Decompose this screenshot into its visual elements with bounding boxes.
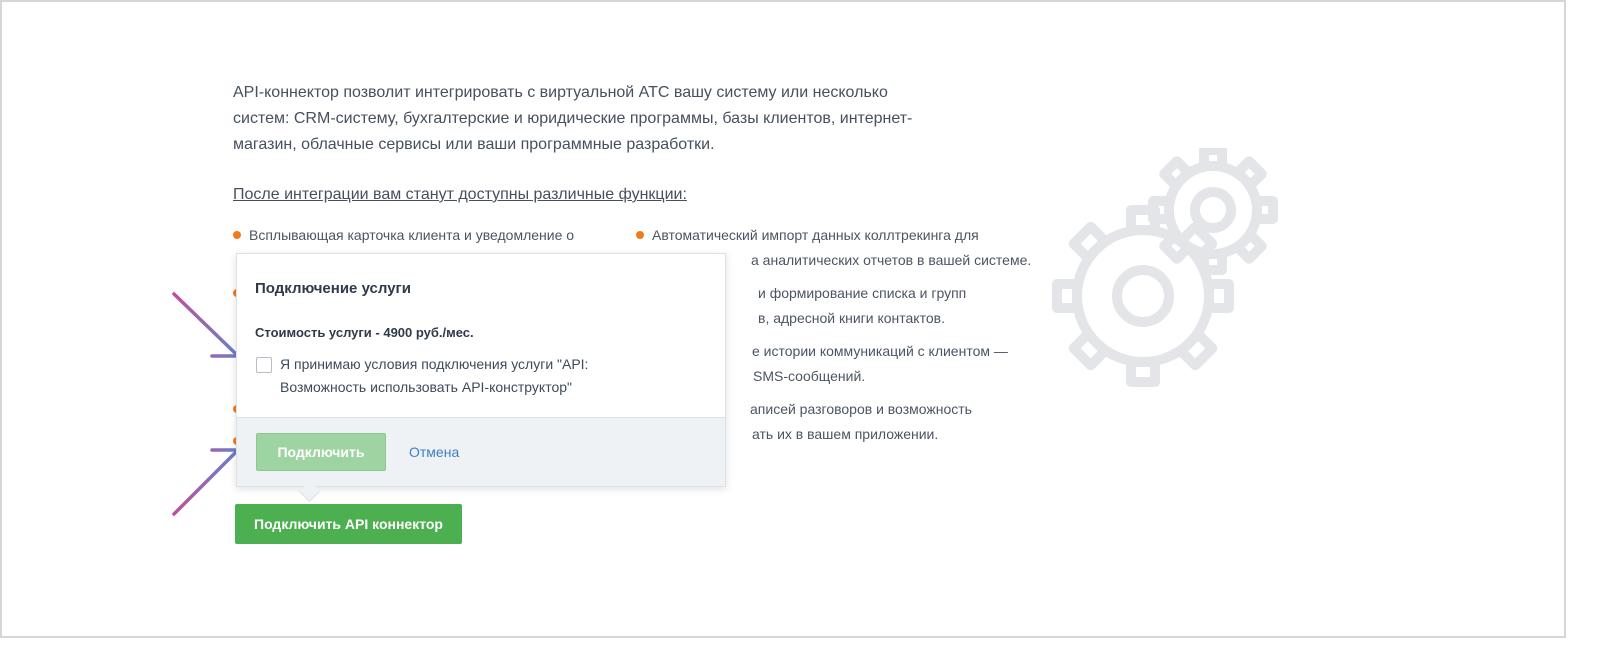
feature-item-contacts-line1: и формирование списка и групп <box>758 285 967 301</box>
popup-title: Подключение услуги <box>255 280 412 297</box>
connect-button[interactable]: Подключить <box>256 433 386 471</box>
cancel-link[interactable]: Отмена <box>409 444 460 460</box>
feature-item-records-line2: ать их в вашем приложении. <box>752 426 939 442</box>
feature-item-records-line1: аписей разговоров и возможность <box>750 401 972 417</box>
feature-item-history-line1: е истории коммуникаций с клиентом — <box>752 343 1008 359</box>
feature-item-contacts-line2: в, адресной книги контактов. <box>758 310 945 326</box>
agree-checkbox[interactable] <box>256 357 272 373</box>
bullet-icon <box>636 231 644 239</box>
popup-footer <box>237 417 725 486</box>
feature-item-popup-card: Всплывающая карточка клиента и уведомление о <box>233 222 613 248</box>
gears-icon <box>1045 148 1305 398</box>
feature-item-calltracking: Автоматический импорт данных коллтрекинга для <box>636 222 1036 248</box>
service-price: Стоимость услуги - 4900 руб./мес. <box>255 325 474 340</box>
feature-item-history-line2: SMS-сообщений. <box>753 368 866 384</box>
agree-label[interactable]: Я принимаю условия подключения услуги "API: Возможность использовать API-конструктор" <box>280 356 589 395</box>
connect-api-connector-button[interactable]: Подключить API коннектор <box>235 504 462 544</box>
intro-paragraph: API-коннектор позволит интегрировать с виртуальной АТС вашу систему или несколько систем: CRM-систему, бухгалтерские и юридические программы, базы клиентов, интернет-магазин, облачные сервисы или ваши программные разработки. <box>233 84 913 153</box>
feature-item-calltracking-line2: а аналитических отчетов в вашей системе. <box>751 252 1032 268</box>
features-heading: После интеграции вам станут доступны различные функции: <box>233 186 687 203</box>
service-connect-popup <box>236 253 726 487</box>
bullet-icon <box>233 231 241 239</box>
